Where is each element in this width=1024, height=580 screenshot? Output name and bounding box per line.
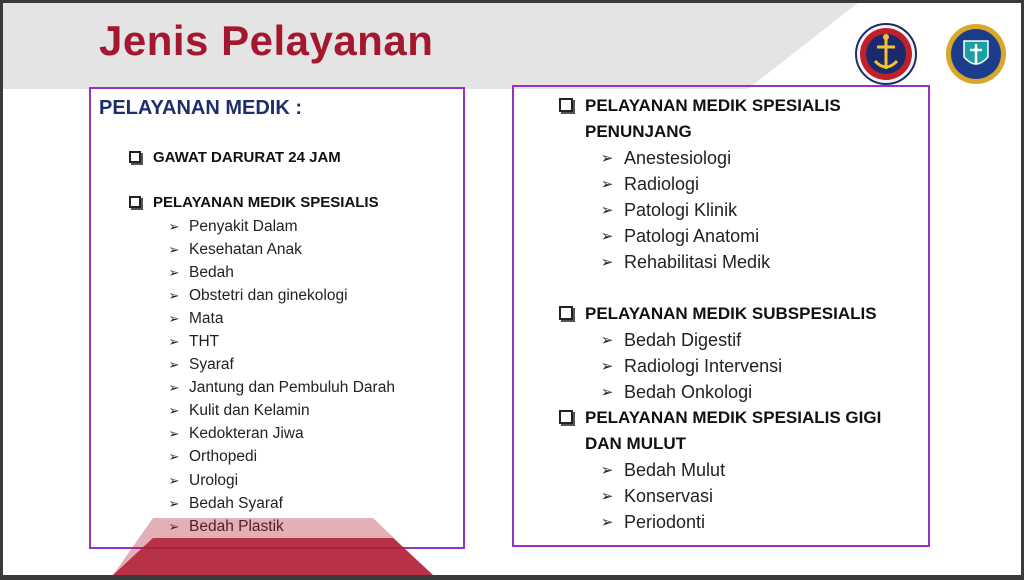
arrow-bullet-icon: ➢ — [168, 310, 180, 326]
medical-services-box — [89, 87, 465, 549]
arrow-bullet-icon: ➢ — [168, 518, 180, 534]
list-item: ➢ Bedah Digestif — [590, 327, 782, 353]
arrow-bullet-icon: ➢ — [168, 495, 180, 511]
checkbox-square-icon — [129, 151, 141, 163]
checkbox-square-icon — [129, 196, 141, 208]
specialist-list — [159, 215, 395, 538]
arrow-bullet-icon: ➢ — [168, 357, 180, 373]
checkbox-square-icon — [559, 306, 573, 320]
arrow-bullet-icon: ➢ — [600, 332, 614, 349]
arrow-bullet-icon: ➢ — [600, 358, 614, 375]
section-label: PELAYANAN MEDIK SUBSPESIALIS — [585, 304, 877, 323]
arrow-bullet-icon: ➢ — [600, 254, 614, 271]
arrow-bullet-icon: ➢ — [600, 228, 614, 245]
list-item: ➢ Periodonti — [590, 509, 725, 535]
section-label: PELAYANAN MEDIK SPESIALIS — [153, 194, 379, 211]
list-item: ➢ Kulit dan Kelamin — [159, 400, 395, 423]
list-item: ➢ Syaraf — [159, 354, 395, 377]
checkbox-square-icon — [559, 98, 573, 112]
slide — [3, 3, 1021, 575]
section-emergency — [129, 149, 341, 166]
list-item: ➢ Kesehatan Anak — [159, 238, 395, 261]
list-item: ➢ Bedah Syaraf — [159, 492, 395, 515]
section-label: GAWAT DARURAT 24 JAM — [153, 149, 341, 166]
section-label: PELAYANAN MEDIK SPESIALIS PENUNJANG — [585, 96, 841, 141]
list-item: ➢ Penyakit Dalam — [159, 215, 395, 238]
arrow-bullet-icon: ➢ — [168, 403, 180, 419]
list-item: ➢ Kedokteran Jiwa — [159, 423, 395, 446]
arrow-bullet-icon: ➢ — [168, 449, 180, 465]
page-title: Jenis Pelayanan — [99, 17, 434, 64]
list-item: ➢ THT — [159, 330, 395, 353]
list-item: ➢ Mata — [159, 307, 395, 330]
arrow-bullet-icon: ➢ — [600, 384, 614, 401]
arrow-bullet-icon: ➢ — [168, 287, 180, 303]
section-specialist-support — [559, 93, 841, 145]
list-item: ➢ Anestesiologi — [590, 145, 770, 171]
arrow-bullet-icon: ➢ — [600, 514, 614, 531]
list-item: ➢ Jantung dan Pembuluh Darah — [159, 377, 395, 400]
navy-anchor-emblem-icon — [855, 23, 917, 85]
arrow-bullet-icon: ➢ — [168, 334, 180, 350]
section-specialist — [129, 194, 379, 211]
section-subspecialist — [559, 301, 877, 327]
arrow-bullet-icon: ➢ — [168, 218, 180, 234]
list-item: ➢ Urologi — [159, 469, 395, 492]
section-label: PELAYANAN MEDIK SPESIALIS GIGI DAN MULUT — [585, 408, 882, 453]
list-item: ➢ Radiologi Intervensi — [590, 353, 782, 379]
medical-services-heading: PELAYANAN MEDIK : — [99, 97, 302, 119]
list-item: ➢ Orthopedi — [159, 446, 395, 469]
arrow-bullet-icon: ➢ — [600, 176, 614, 193]
arrow-bullet-icon: ➢ — [600, 202, 614, 219]
arrow-bullet-icon: ➢ — [168, 472, 180, 488]
arrow-bullet-icon: ➢ — [600, 462, 614, 479]
list-item: ➢ Bedah Mulut — [590, 457, 725, 483]
support-list — [590, 145, 770, 275]
checkbox-square-icon — [559, 410, 573, 424]
dental-list — [590, 457, 725, 535]
list-item: ➢ Bedah Onkologi — [590, 379, 782, 405]
arrow-bullet-icon: ➢ — [168, 380, 180, 396]
arrow-bullet-icon: ➢ — [168, 426, 180, 442]
subspecialist-list — [590, 327, 782, 405]
list-item: ➢ Bedah Plastik — [159, 515, 395, 538]
section-dental — [559, 405, 881, 457]
list-item: ➢ Konservasi — [590, 483, 725, 509]
list-item: ➢ Radiologi — [590, 171, 770, 197]
arrow-bullet-icon: ➢ — [168, 264, 180, 280]
list-item: ➢ Rehabilitasi Medik — [590, 249, 770, 275]
list-item: ➢ Patologi Anatomi — [590, 223, 770, 249]
arrow-bullet-icon: ➢ — [600, 488, 614, 505]
arrow-bullet-icon: ➢ — [168, 241, 180, 257]
hospital-crest-icon — [945, 23, 1007, 85]
list-item: ➢ Patologi Klinik — [590, 197, 770, 223]
list-item: ➢ Bedah — [159, 261, 395, 284]
list-item: ➢ Obstetri dan ginekologi — [159, 284, 395, 307]
support-services-box — [512, 85, 930, 547]
arrow-bullet-icon: ➢ — [600, 150, 614, 167]
